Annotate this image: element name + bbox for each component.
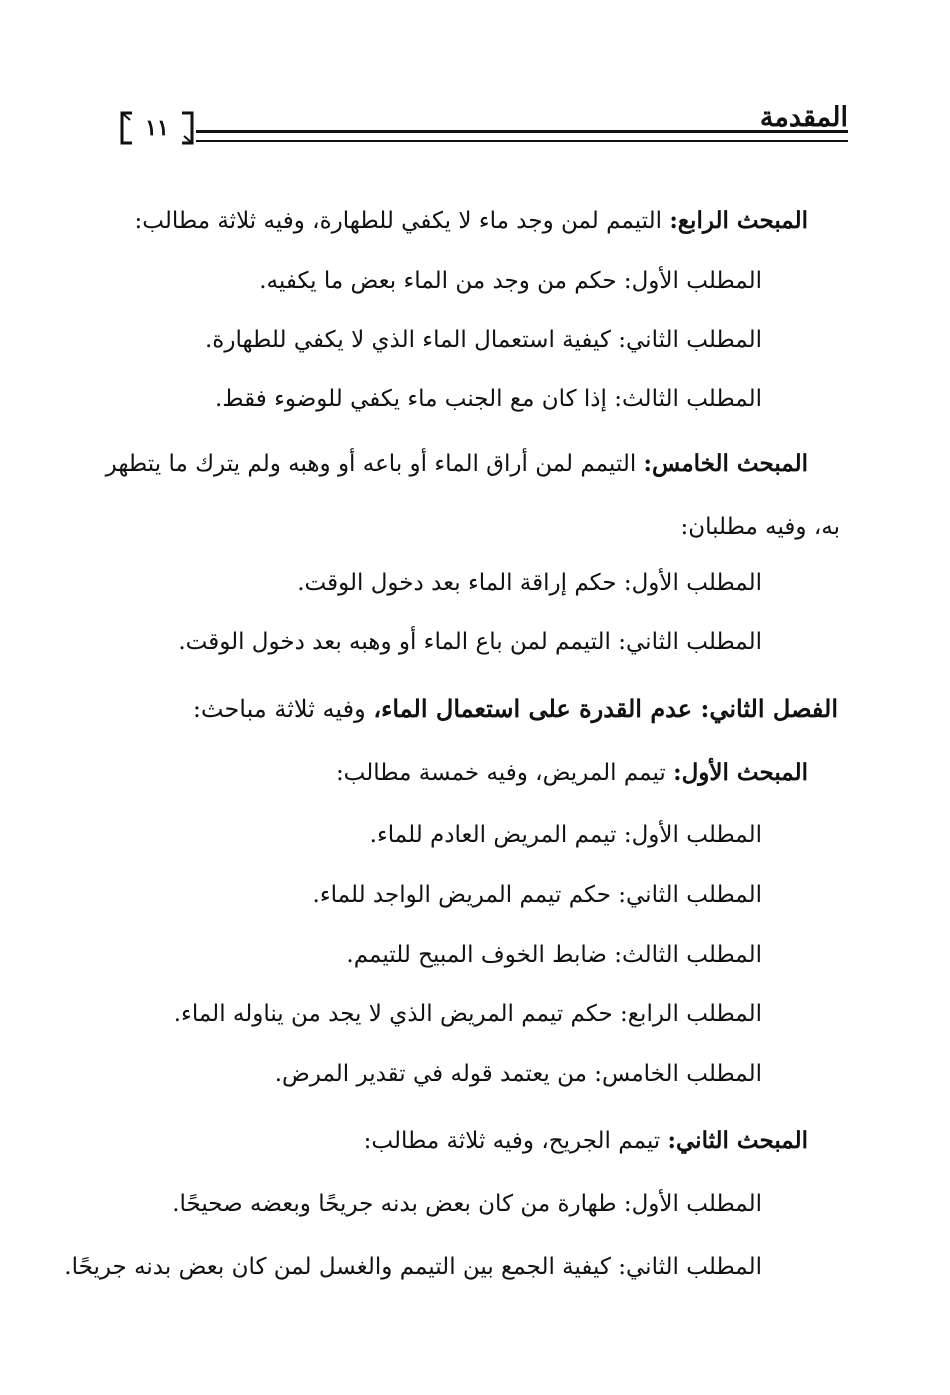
toc-heading: المبحث الثاني: — [667, 1127, 808, 1154]
toc-text: المطلب الخامس: من يعتمد قوله في تقدير المرض. — [274, 1061, 762, 1087]
toc-text: التيمم لمن وجد ماء لا يكفي للطهارة، وفيه ثلاثة مطالب: — [134, 208, 670, 234]
toc-text: المطلب الأول: حكم إراقة الماء بعد دخول الوقت. — [297, 570, 762, 596]
toc-line — [205, 323, 762, 357]
running-title: المقدمة — [759, 102, 848, 133]
page-number-box — [118, 110, 196, 146]
toc-text: به، وفيه مطلبان: — [680, 514, 840, 540]
toc-line — [134, 204, 808, 238]
toc-text: وفيه ثلاثة مباحث: — [192, 695, 374, 723]
toc-text: المطلب الأول: حكم من وجد من الماء بعض ما يكفيه. — [259, 268, 762, 294]
toc-line — [313, 878, 762, 912]
toc-text: المطلب الثاني: كيفية الجمع بين التيمم والغسل لمن كان بعض بدنه جريحًا. — [64, 1254, 762, 1280]
toc-heading: المبحث الخامس: — [643, 450, 808, 477]
toc-line — [172, 1187, 762, 1221]
page-header — [118, 96, 848, 156]
toc-line — [364, 1124, 808, 1158]
toc-text: المطلب الثاني: التيمم لمن باع الماء أو وهبه بعد دخول الوقت. — [178, 629, 762, 655]
toc-text: المطلب الأول: طهارة من كان بعض بدنه جريحًا وبعضه صحيحًا. — [172, 1191, 762, 1217]
toc-text: تيمم المريض، وفيه خمسة مطالب: — [335, 760, 674, 786]
toc-line — [193, 692, 838, 726]
toc-line — [215, 382, 762, 416]
toc-text: المطلب الثاني: كيفية استعمال الماء الذي لا يكفي للطهارة. — [204, 327, 762, 353]
toc-text: التيمم لمن أراق الماء أو باعه أو وهبه ولم يترك ما يتطهر — [105, 451, 644, 477]
toc-chapter-heading: الفصل الثاني: عدم القدرة على استعمال الماء، — [373, 694, 838, 723]
toc-line — [346, 938, 762, 972]
header-rule — [196, 130, 848, 142]
toc-line — [297, 566, 762, 600]
toc-line — [178, 625, 762, 659]
toc-text: المطلب الرابع: حكم تيمم المريض الذي لا يجد من يناوله الماء. — [173, 1001, 762, 1027]
toc-text: تيمم الجريح، وفيه ثلاثة مطالب: — [363, 1128, 668, 1154]
toc-line — [336, 756, 808, 790]
toc-heading: المبحث الأول: — [673, 759, 808, 786]
toc-line — [106, 447, 808, 481]
toc-line — [680, 510, 840, 544]
toc-line — [275, 1057, 762, 1091]
toc-line — [174, 997, 762, 1031]
toc-heading: المبحث الرابع: — [669, 207, 808, 234]
toc-line — [259, 264, 762, 298]
toc-line — [370, 818, 762, 852]
toc-text: المطلب الثالث: إذا كان مع الجنب ماء يكفي للوضوء فقط. — [214, 386, 762, 412]
toc-text: المطلب الثالث: ضابط الخوف المبيح للتيمم. — [346, 942, 762, 968]
toc-text: المطلب الثاني: حكم تيمم المريض الواجد للماء. — [312, 882, 762, 908]
toc-line — [64, 1250, 762, 1284]
toc-text: المطلب الأول: تيمم المريض العادم للماء. — [369, 822, 762, 848]
page-number: ١١ — [145, 115, 169, 141]
